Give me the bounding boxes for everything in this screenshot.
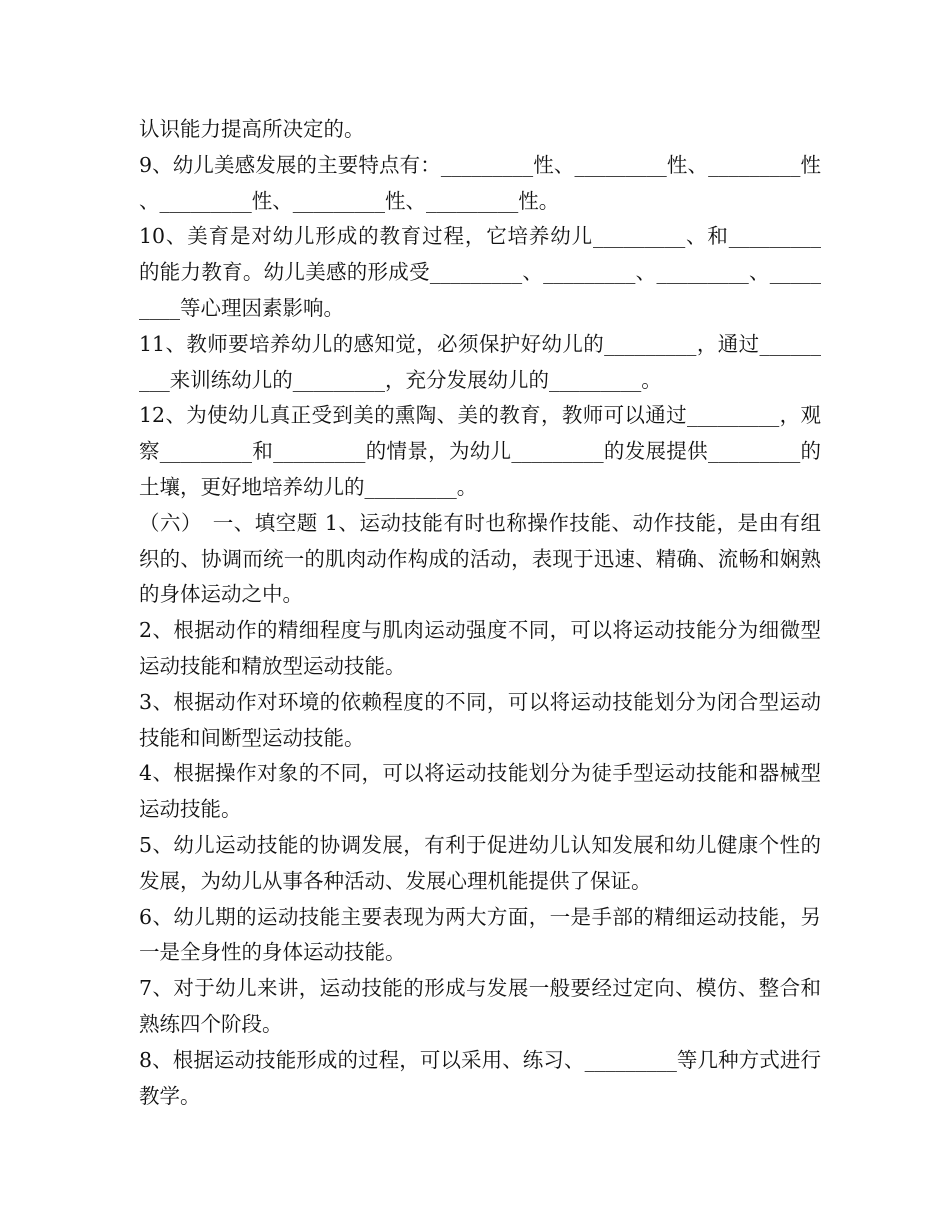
- paragraph: 12、为使幼儿真正受到美的熏陶、美的教育，教师可以通过_________，观察_________和_________的情景，为幼儿_________的发展提供_________的土壤，更好地培养幼儿的_________。: [139, 403, 821, 499]
- paragraph: 3、根据动作对环境的依赖程度的不同，可以将运动技能划分为闭合型运动技能和间断型运动技能。: [139, 689, 821, 750]
- paragraph: 认识能力提高所决定的。: [139, 117, 365, 141]
- paragraph: 5、幼儿运动技能的协调发展，有利于促进幼儿认知发展和幼儿健康个性的发展，为幼儿从事各种活动、发展心理机能提供了保证。: [139, 832, 821, 893]
- document-page: [139, 112, 821, 1114]
- section-heading-paragraph: （六） 一、填空题 1、运动技能有时也称操作技能、动作技能，是由有组织的、协调而统一的肌肉动作构成的活动，表现于迅速、精确、流畅和娴熟的身体运动之中。: [139, 510, 821, 607]
- paragraph: 2、根据动作的精细程度与肌肉运动强度不同，可以将运动技能分为细微型运动技能和精放型运动技能。: [139, 618, 821, 678]
- paragraph: 4、根据操作对象的不同，可以将运动技能划分为徒手型运动技能和器械型运动技能。: [139, 761, 821, 822]
- paragraph: 7、对于幼儿来讲，运动技能的形成与发展一般要经过定向、模仿、整合和熟练四个阶段。: [139, 976, 821, 1036]
- paragraph: 8、根据运动技能形成的过程，可以采用、练习、_________等几种方式进行教学。: [139, 1047, 821, 1108]
- paragraph: 11、教师要培养幼儿的感知觉，必须保护好幼儿的_________，通过_________来训练幼儿的_________，充分发展幼儿的_________。: [139, 331, 821, 392]
- paragraph: 9、幼儿美感发展的主要特点有：_________性、_________性、_________性、_________性、_________性、_________性。: [139, 152, 821, 213]
- paragraph: 6、幼儿期的运动技能主要表现为两大方面，一是手部的精细运动技能，另一是全身性的身体运动技能。: [139, 904, 821, 965]
- paragraph: 10、美育是对幼儿形成的教育过程，它培养幼儿_________、和_________的能力教育。幼儿美感的形成受_________、_________、_________、_________等心理因素影响。: [139, 224, 821, 320]
